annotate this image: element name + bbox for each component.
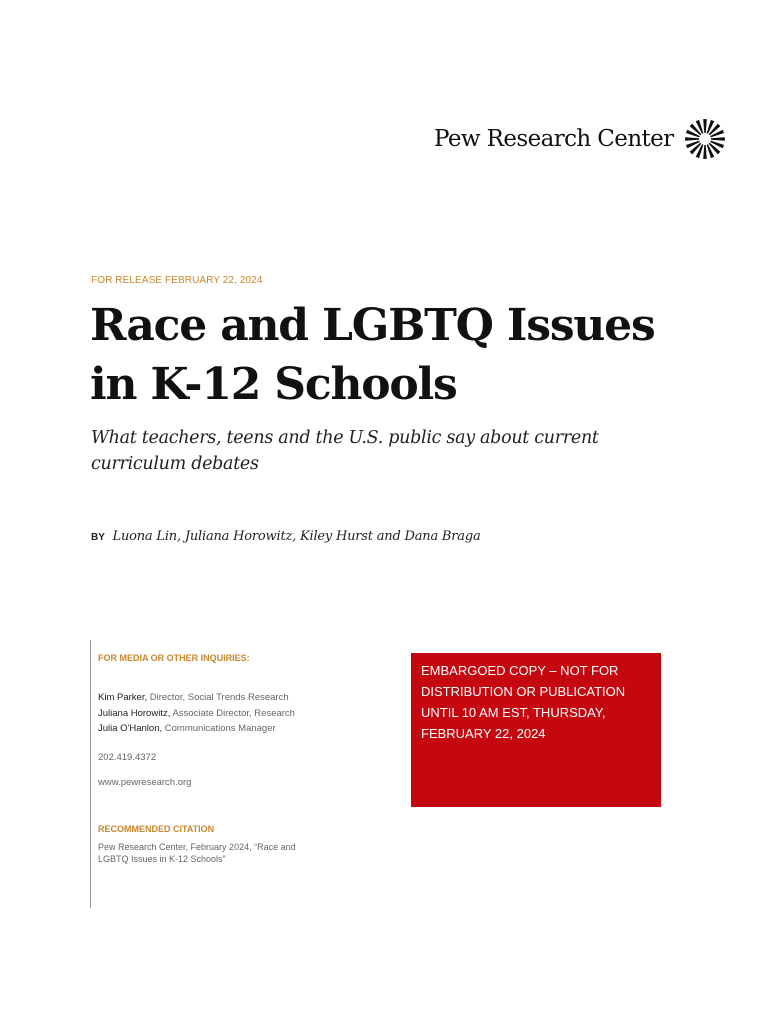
subtitle-line-1: What teachers, teens and the U.S. public say about current (91, 428, 599, 448)
contact-heading: FOR MEDIA OR OTHER INQUIRIES: (98, 653, 250, 663)
person-role: Associate Director, Research (172, 707, 295, 719)
sunburst-ray (703, 145, 707, 159)
citation-heading: RECOMMENDED CITATION (98, 823, 215, 834)
sunburst-icon (684, 118, 726, 160)
embargo-text: EMBARGOED COPY – NOT FOR DISTRIBUTION OR PUBLICATION UNTIL 10 AM EST, THURSDAY, FEBRUARY 22, 2024 (421, 663, 626, 741)
byline-label: BY (91, 532, 105, 543)
title-line-2: in K-12 Schools (90, 359, 457, 410)
citation-text: Pew Research Center, February 2024, “Race and LGBTQ Issues in K-12 Schools” (98, 841, 296, 864)
person-name: Julia O'Hanlon, (98, 723, 163, 734)
embargo-notice (411, 653, 661, 807)
contact-people (98, 690, 358, 737)
contact-person (98, 706, 358, 722)
subtitle-line-2: curriculum debates (91, 454, 259, 474)
page-title (90, 296, 730, 414)
sidebar-divider (90, 640, 91, 908)
byline (91, 528, 481, 544)
sunburst-ray (703, 119, 707, 133)
subtitle (91, 425, 651, 477)
person-role: Director, Social Trends Research (149, 692, 289, 703)
release-date: FOR RELEASE FEBRUARY 22, 2024 (91, 275, 263, 286)
person-name: Kim Parker, (98, 692, 148, 703)
pew-logo (434, 118, 726, 160)
sunburst-ray (711, 137, 725, 141)
contact-person (98, 721, 358, 737)
person-name: Juliana Horowitz, (98, 707, 171, 719)
byline-authors: Luona Lin, Juliana Horowitz, Kiley Hurst and Dana Braga (112, 529, 481, 544)
contact-website[interactable]: www.pewresearch.org (98, 776, 192, 788)
contact-person (98, 690, 358, 706)
sunburst-ray (685, 137, 699, 141)
contact-block (98, 653, 358, 866)
person-role: Communications Manager (164, 723, 276, 734)
org-name: Pew Research Center (434, 126, 674, 152)
title-line-1: Race and LGBTQ Issues (90, 300, 655, 351)
contact-phone: 202.419.4372 (98, 751, 157, 763)
